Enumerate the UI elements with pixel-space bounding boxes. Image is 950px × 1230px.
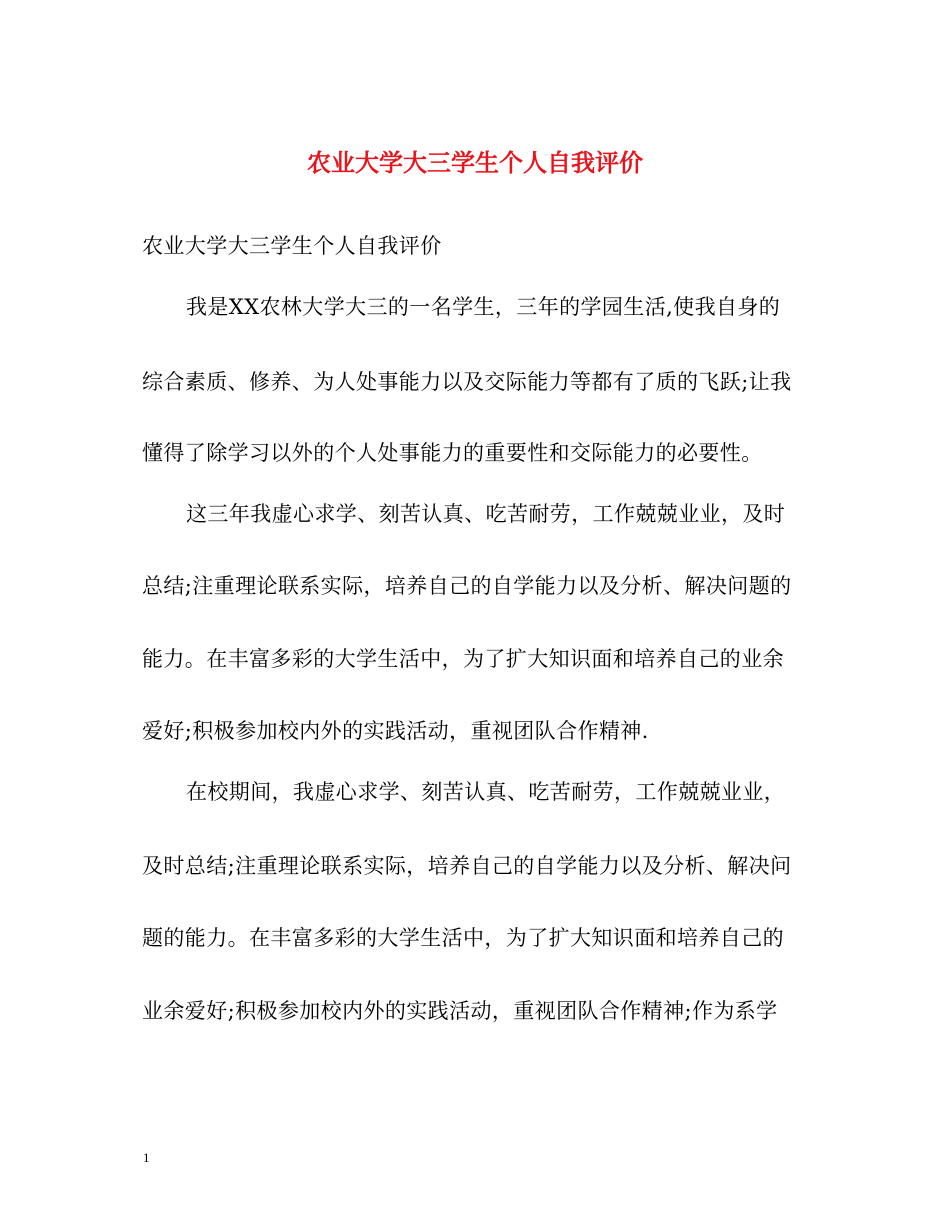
paragraph-3-line-4: 业余爱好;积极参加校内外的实践活动，重视团队合作精神;作为系学 <box>142 999 778 1023</box>
document-title: 农业大学大三学生个人自我评价 <box>307 148 643 177</box>
paragraph-3-line-3: 题的能力。在丰富多彩的大学生活中，为了扩大知识面和培养自己的 <box>142 926 784 950</box>
page-number: 1 <box>143 1150 150 1165</box>
paragraph-3-line-1: 在校期间，我虚心求学、刻苦认真、吃苦耐劳，工作兢兢业业， <box>186 780 786 804</box>
paragraph-2-line-1: 这三年我虚心求学、刻苦认真、吃苦耐劳，工作兢兢业业，及时 <box>186 502 786 526</box>
paragraph-3-line-2: 及时总结;注重理论联系实际，培养自己的自学能力以及分析、解决问 <box>142 854 792 878</box>
paragraph-1-line-3: 懂得了除学习以外的个人处事能力的重要性和交际能力的必要性。 <box>142 441 763 465</box>
paragraph-2-line-3: 能力。在丰富多彩的大学生活中，为了扩大知识面和培养自己的业余 <box>142 647 784 671</box>
paragraph-2-line-2: 总结;注重理论联系实际，培养自己的自学能力以及分析、解决问题的 <box>142 574 792 598</box>
document-subtitle: 农业大学大三学生个人自我评价 <box>142 234 442 258</box>
paragraph-1-line-1: 我是XX农林大学大三的一名学生，三年的学园生活,使我自身的 <box>186 295 781 319</box>
paragraph-1-line-2: 综合素质、修养、为人处事能力以及交际能力等都有了质的飞跃;让我 <box>142 370 792 394</box>
paragraph-2-line-4: 爱好;积极参加校内外的实践活动，重视团队合作精神. <box>142 719 649 743</box>
